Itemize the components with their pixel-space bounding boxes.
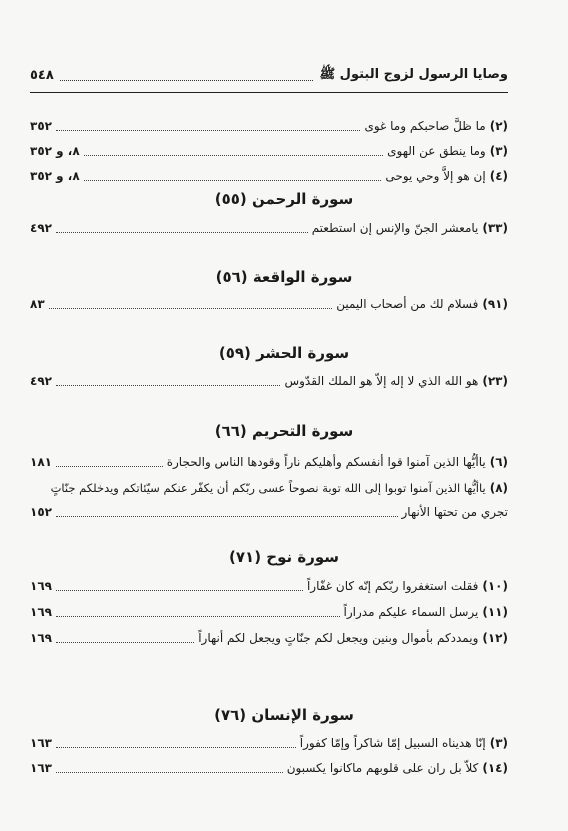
verse-text: ويمددكم بأموال وبنين ويجعل لكم جنّاتٍ ويجعل لكم أنهاراً: [198, 631, 479, 645]
index-entry: [30, 628, 508, 648]
header-rule: [30, 92, 508, 93]
page-ref: ٨، و ٣٥٢: [30, 144, 80, 158]
verse-number: (٦): [489, 455, 508, 469]
index-entry: [30, 141, 508, 161]
verse-text: ما ظلَّ صاحبكم وما غوى: [364, 119, 486, 133]
index-entry: [30, 478, 508, 498]
surah-heading: سورة الواقعة (٥٦): [215, 268, 353, 286]
page-ref: ٤٩٢: [30, 374, 52, 388]
dot-leader: [56, 376, 280, 386]
verse-number: (٣٣): [482, 221, 508, 235]
page-ref: ١٦٩: [30, 605, 52, 619]
surah-heading: سورة الإنسان (٧٦): [214, 706, 354, 724]
dot-leader: [56, 223, 308, 233]
dot-leader: [56, 121, 360, 131]
verse-text: ياأيُّها الذين آمنوا قوا أنفسكم وأهليكم ناراً وقودها الناس والحجارة: [166, 455, 486, 469]
verse-number: (٢٣): [482, 374, 508, 388]
page-ref: ٨٣: [30, 297, 45, 311]
dot-leader: [84, 146, 383, 156]
verse-text: ياأيُّها الذين آمنوا توبوا إلى الله توبة نصوحاً عسى ربّكم أن يكفّر عنكم سيّئاتكم ويدخلكم جنّاتٍ: [50, 481, 486, 495]
verse-text: هو الله الذي لا إله إلاّ هو الملك القدّوس: [284, 374, 479, 388]
verse-text: يرسل السماء عليكم مدراراً: [343, 605, 479, 619]
verse-number: (٩١): [482, 297, 508, 311]
surah-heading: سورة التحريم (٦٦): [214, 422, 354, 440]
index-entry: [30, 116, 508, 136]
dot-leader: [56, 633, 194, 643]
page-number: ٥٤٨: [30, 67, 54, 83]
page-ref: ١٥٢: [30, 505, 52, 519]
verse-number: (٣): [489, 736, 508, 750]
surah-heading: سورة الحشر (٥٩): [218, 344, 350, 362]
verse-number: (١١): [482, 605, 508, 619]
verse-text: كلاّ بل ران على قلوبهم ماكانوا يكسبون: [286, 761, 479, 775]
verse-number: (٨): [489, 481, 508, 495]
index-entry: [30, 452, 508, 472]
verse-number: (٢): [489, 119, 508, 133]
surah-heading: سورة الرحمن (٥٥): [214, 190, 354, 208]
verse-text: يامعشر الجنّ والإنس إن استطعتم: [311, 221, 479, 235]
verse-number: (١٠): [482, 579, 508, 593]
index-entry: [30, 294, 508, 314]
dot-leader: [49, 299, 333, 309]
verse-text: إن هو إلاَّ وحي يوحى: [385, 169, 486, 183]
page-ref: ٨، و ٣٥٢: [30, 169, 80, 183]
surah-heading: سورة نوح (٧١): [229, 548, 339, 566]
page-header: [30, 64, 508, 86]
running-title: وصايا الرسول لزوج البتول ﷺ: [319, 66, 508, 82]
page-ref: ١٨١: [30, 455, 52, 469]
page-ref: ١٦٩: [30, 631, 52, 645]
index-entry: [30, 218, 508, 238]
index-entry: [30, 576, 508, 596]
index-entry: [30, 758, 508, 778]
page-ref: ١٦٣: [30, 761, 52, 775]
dot-leader: [60, 70, 314, 81]
dot-leader: [56, 738, 296, 748]
page-ref: ١٦٩: [30, 579, 52, 593]
verse-text: فقلت استغفروا ربّكم إنّه كان غفّاراً: [306, 579, 479, 593]
verse-text: فسلام لك من أصحاب اليمين: [336, 297, 479, 311]
page-ref: ٤٩٢: [30, 221, 52, 235]
verse-number: (٤): [489, 169, 508, 183]
index-entry: [30, 602, 508, 622]
dot-leader: [84, 171, 382, 181]
verse-text: إنّا هديناه السبيل إمّا شاكراً وإمّا كفوراً: [299, 736, 486, 750]
index-entry: [30, 733, 508, 753]
verse-number: (٣): [489, 144, 508, 158]
verse-number: (١٢): [482, 631, 508, 645]
index-entry-continuation: [30, 502, 508, 522]
verse-number: (١٤): [482, 761, 508, 775]
dot-leader: [56, 507, 398, 517]
dot-leader: [56, 457, 163, 467]
page-ref: ١٦٣: [30, 736, 52, 750]
verse-text: تجري من تحتها الأنهار: [401, 505, 508, 519]
index-entry: [30, 166, 508, 186]
dot-leader: [56, 763, 283, 773]
index-entry: [30, 371, 508, 391]
dot-leader: [56, 581, 303, 591]
page-ref: ٣٥٢: [30, 119, 52, 133]
verse-text: وما ينطق عن الهوى: [387, 144, 486, 158]
dot-leader: [56, 607, 340, 617]
